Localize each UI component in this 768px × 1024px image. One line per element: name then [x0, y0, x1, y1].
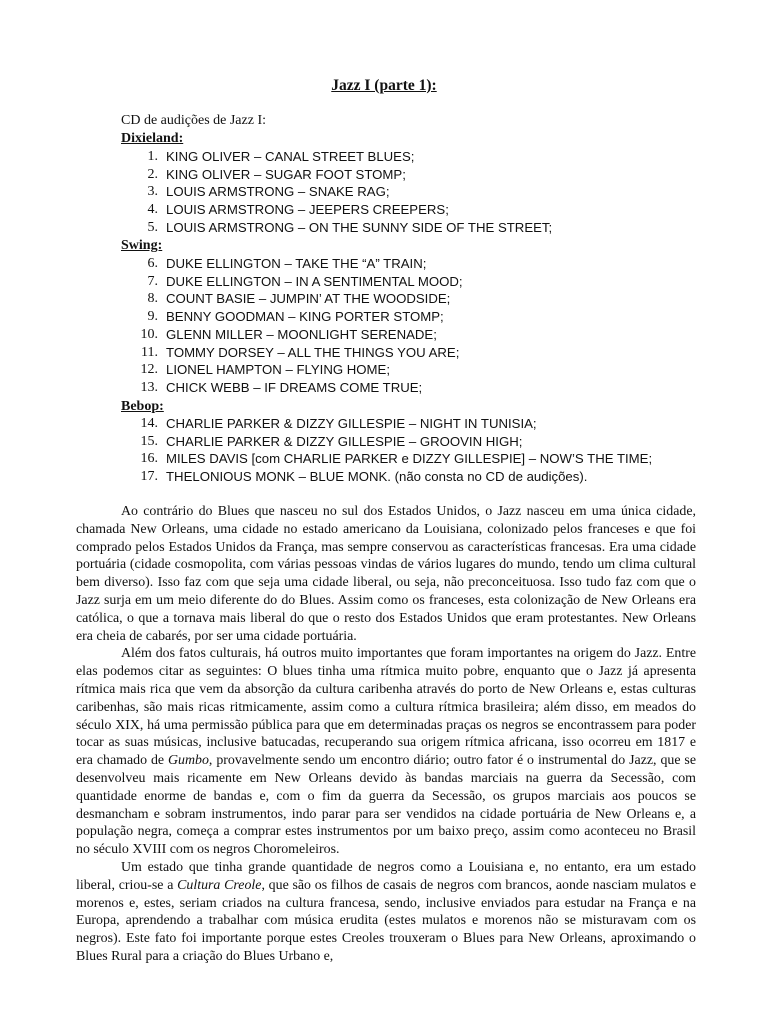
list-item — [121, 468, 711, 486]
list-item — [121, 290, 711, 308]
paragraph — [76, 645, 696, 859]
track-title: MILES DAVIS [com CHARLIE PARKER e DIZZY GILLESPIE] – NOW’S THE TIME; — [166, 451, 653, 467]
track-number: 12. — [140, 362, 158, 378]
list-item — [121, 308, 711, 326]
track-title: CHICK WEBB – IF DREAMS COME TRUE; — [166, 379, 423, 395]
track-title: LIONEL HAMPTON – FLYING HOME; — [166, 362, 390, 378]
section-heading-swing: Swing: — [121, 238, 163, 253]
list-item — [121, 201, 711, 219]
track-number: 6. — [147, 256, 158, 271]
list-item — [121, 415, 711, 433]
track-title: LOUIS ARMSTRONG – SNAKE RAG; — [166, 184, 390, 200]
paragraph-text: Um estado que tinha grande quantidade de negros como a Louisiana e, no entanto, era um estado liberal, criou-se a — [76, 859, 696, 893]
track-title: KING OLIVER – SUGAR FOOT STOMP; — [166, 166, 406, 182]
track-number: 5. — [147, 219, 158, 235]
track-number: 9. — [147, 309, 158, 325]
section-heading-dixieland: Dixieland: — [121, 131, 184, 146]
track-number: 16. — [140, 451, 158, 467]
paragraph-text: Além dos fatos culturais, há outros muito importantes que foram importantes na origem do Jazz. Entre elas podemos citar as seguintes: O blues tinha uma rítmica muito pobre, enquanto que o Jazz já apresenta rítmica mais rica que vem da absorção da cultura caribenha através do porto de New Orleans e, estas culturas caribenhas, são mais ricas ritmicamente, assim como a cultura rítmica brasileira; além disso, em meados do século XIX, há uma permissão pública para que em determinadas praças os negros se encontrassem para poder tocar as suas músicas, inclusive batucadas, recuperando sua origem rítmica africana, isso ocorreu em 1817 e era chamado de — [76, 646, 696, 769]
track-list-dixieland — [121, 148, 711, 237]
track-title: CHARLIE PARKER & DIZZY GILLESPIE – GROOVIN HIGH; — [166, 433, 523, 449]
list-item — [121, 326, 711, 344]
track-list-bebop — [121, 415, 711, 486]
body-text — [76, 503, 696, 966]
paragraph-text: , que são os filhos de casais de negros com brancos, aonde nasciam mulatos e morenos e, estes, seriam criados na cultura francesa, sendo, inclusive enviados para estudar na França e na Europa, aprendendo a trabalhar com música erudita (estes mulatos e morenos não se misturavam com os negros). Este fato foi importante porque estes Creoles trouxeram o Blues para New Orleans, aproximando o Blues Rural para a criação do Blues Urbano e, — [76, 877, 696, 964]
track-number: 11. — [141, 344, 158, 360]
track-title: BENNY GOODMAN – KING PORTER STOMP; — [166, 309, 444, 325]
emphasis-text: Gumbo — [168, 753, 209, 769]
track-title: COUNT BASIE – JUMPIN’ AT THE WOODSIDE; — [166, 291, 451, 307]
section-heading-bebop: Bebop: — [121, 399, 164, 414]
track-number: 3. — [147, 184, 158, 200]
list-item — [121, 219, 711, 237]
track-number: 8. — [147, 291, 158, 307]
track-number: 7. — [147, 273, 158, 289]
track-title: TOMMY DORSEY – ALL THE THINGS YOU ARE; — [166, 344, 460, 360]
paragraph-text: , provavelmente sendo um encontro diário; outro fator é o instrumental do Jazz, que se desenvolveu mais ricamente em New Orleans devido às bandas marciais na guerra da Secessão, com quantidade enorme de bandas e, com o fim da guerra da Secessão, os grupos marciais aos poucos se desmancham e sobram instrumentos, indo parar para ser vendidos na cidade portuária de New Orleans e, a população negra, começa a comprar estes instrumentos por um baixo preço, assim como aconteceu no Brasil no século XVIII com os negros Choromeleiros. — [76, 753, 697, 858]
list-item — [121, 148, 711, 166]
list-item — [121, 183, 711, 201]
list-item — [121, 255, 711, 273]
track-number: 10. — [140, 326, 158, 342]
track-number: 13. — [140, 379, 158, 395]
list-item — [121, 433, 711, 451]
paragraph — [76, 859, 696, 966]
track-title: DUKE ELLINGTON – IN A SENTIMENTAL MOOD; — [166, 273, 463, 289]
track-list-swing — [121, 255, 711, 397]
track-title: DUKE ELLINGTON – TAKE THE “A” TRAIN; — [166, 256, 427, 271]
paragraph — [76, 503, 696, 645]
track-number: 2. — [147, 166, 158, 182]
track-title: LOUIS ARMSTRONG – JEEPERS CREEPERS; — [166, 202, 449, 218]
track-title: LOUIS ARMSTRONG – ON THE SUNNY SIDE OF THE STREET; — [166, 219, 553, 235]
list-item — [121, 344, 711, 362]
track-number: 1. — [147, 149, 158, 164]
list-item — [121, 273, 711, 291]
list-item — [121, 361, 711, 379]
emphasis-text: Cultura Creole — [177, 877, 262, 893]
track-number: 17. — [140, 469, 158, 485]
track-title: THELONIOUS MONK – BLUE MONK. (não consta no CD de audições). — [166, 469, 588, 485]
track-title: KING OLIVER – CANAL STREET BLUES; — [166, 149, 415, 164]
track-number: 14. — [140, 416, 158, 431]
list-item — [121, 166, 711, 184]
document-title: Jazz I (parte 1): — [331, 77, 437, 94]
list-item — [121, 379, 711, 397]
cd-intro-line: CD de audições de Jazz I: — [121, 113, 266, 128]
track-title: CHARLIE PARKER & DIZZY GILLESPIE – NIGHT IN TUNISIA; — [166, 416, 537, 431]
track-number: 4. — [147, 202, 158, 218]
paragraph-text: Ao contrário do Blues que nasceu no sul dos Estados Unidos, o Jazz nasceu em uma única cidade, chamada New Orleans, uma cidade no estado americano da Louisiana, colonizado pelos franceses e que foi comprado pelos Estados Unidos da França, mas sempre conservou as características francesas. Era uma cidade portuária (cidade cosmopolita, com várias pessoas vindas de vários lugares do mundo, tendo um clima cultural bem diverso). Isso faz com que seja uma cidade liberal, ou seja, não preconceituosa. Isso tudo faz com que o Jazz surja em um meio diferente do do Blues. Assim como os franceses, esta colonização de New Orleans era católica, o que a tornava mais liberal do que o resto dos Estados Unidos que eram protestantes. New Orleans era cheia de cabarés, por ser uma cidade portuária. — [76, 504, 696, 644]
track-title: GLENN MILLER – MOONLIGHT SERENADE; — [166, 326, 437, 342]
list-item — [121, 450, 711, 468]
track-number: 15. — [140, 433, 158, 449]
